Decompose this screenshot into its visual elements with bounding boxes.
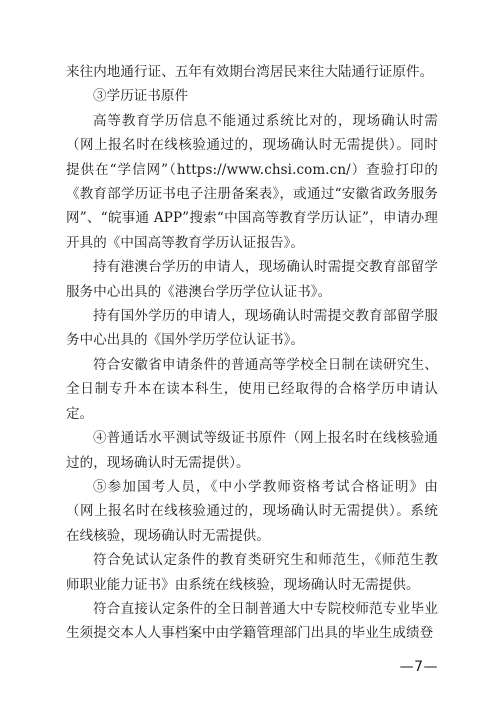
paragraph-4: 持有港澳台学历的申请人，现场确认时需提交教育部留学服务中心出具的《港澳台学历学位认证书》。: [66, 259, 438, 300]
document-body: [66, 60, 438, 646]
paragraph-9: 符合免试认定条件的教育类研究生和师范生，《师范生教师职业能力证书》由系统在线核验，现场确认时无需提供。: [66, 552, 438, 593]
paragraph-6: 符合安徽省申请条件的普通高等学校全日制在读研究生、全日制专升本在读本科生，使用已经取得的合格学历申请认定。: [66, 356, 438, 422]
paragraph-10: 符合直接认定条件的全日制普通大中专院校师范专业毕业生须提交本人人事档案中由学籍管理部门出具的毕业生成绩登: [66, 600, 438, 642]
paragraph-2: ③学历证书原件: [93, 88, 189, 105]
page-number: —7—: [399, 659, 438, 675]
paragraph-7: ④普通话水平测试等级证书原件（网上报名时在线核验通过的，现场确认时无需提供）。: [66, 430, 438, 471]
paragraph-3: 高等教育学历信息不能通过系统比对的，现场确认时需（网上报名时在线核验通过的，现场确认时无需提供）。同时提供在“学信网”（https://www.chsi.com.cn/）查验打印的《教育部学历证书电子注册备案表》，或通过“安徽省政务服务网”、“皖事通 APP”搜索“中国高等教育学历认证”，申请办理开具的《中国高等教育学历认证报告》。: [66, 112, 438, 251]
paragraph-5: 持有国外学历的申请人，现场确认时需提交教育部留学服务中心出具的《国外学历学位认证书》。: [66, 308, 438, 349]
paragraph-1: 来往内地通行证、五年有效期台湾居民来往大陆通行证原件。: [66, 64, 434, 80]
paragraph-8: ⑤参加国考人员，《中小学教师资格考试合格证明》由（网上报名时在线核验通过的，现场确认时无需提供）。系统在线核验，现场确认时无需提供。: [66, 478, 438, 544]
